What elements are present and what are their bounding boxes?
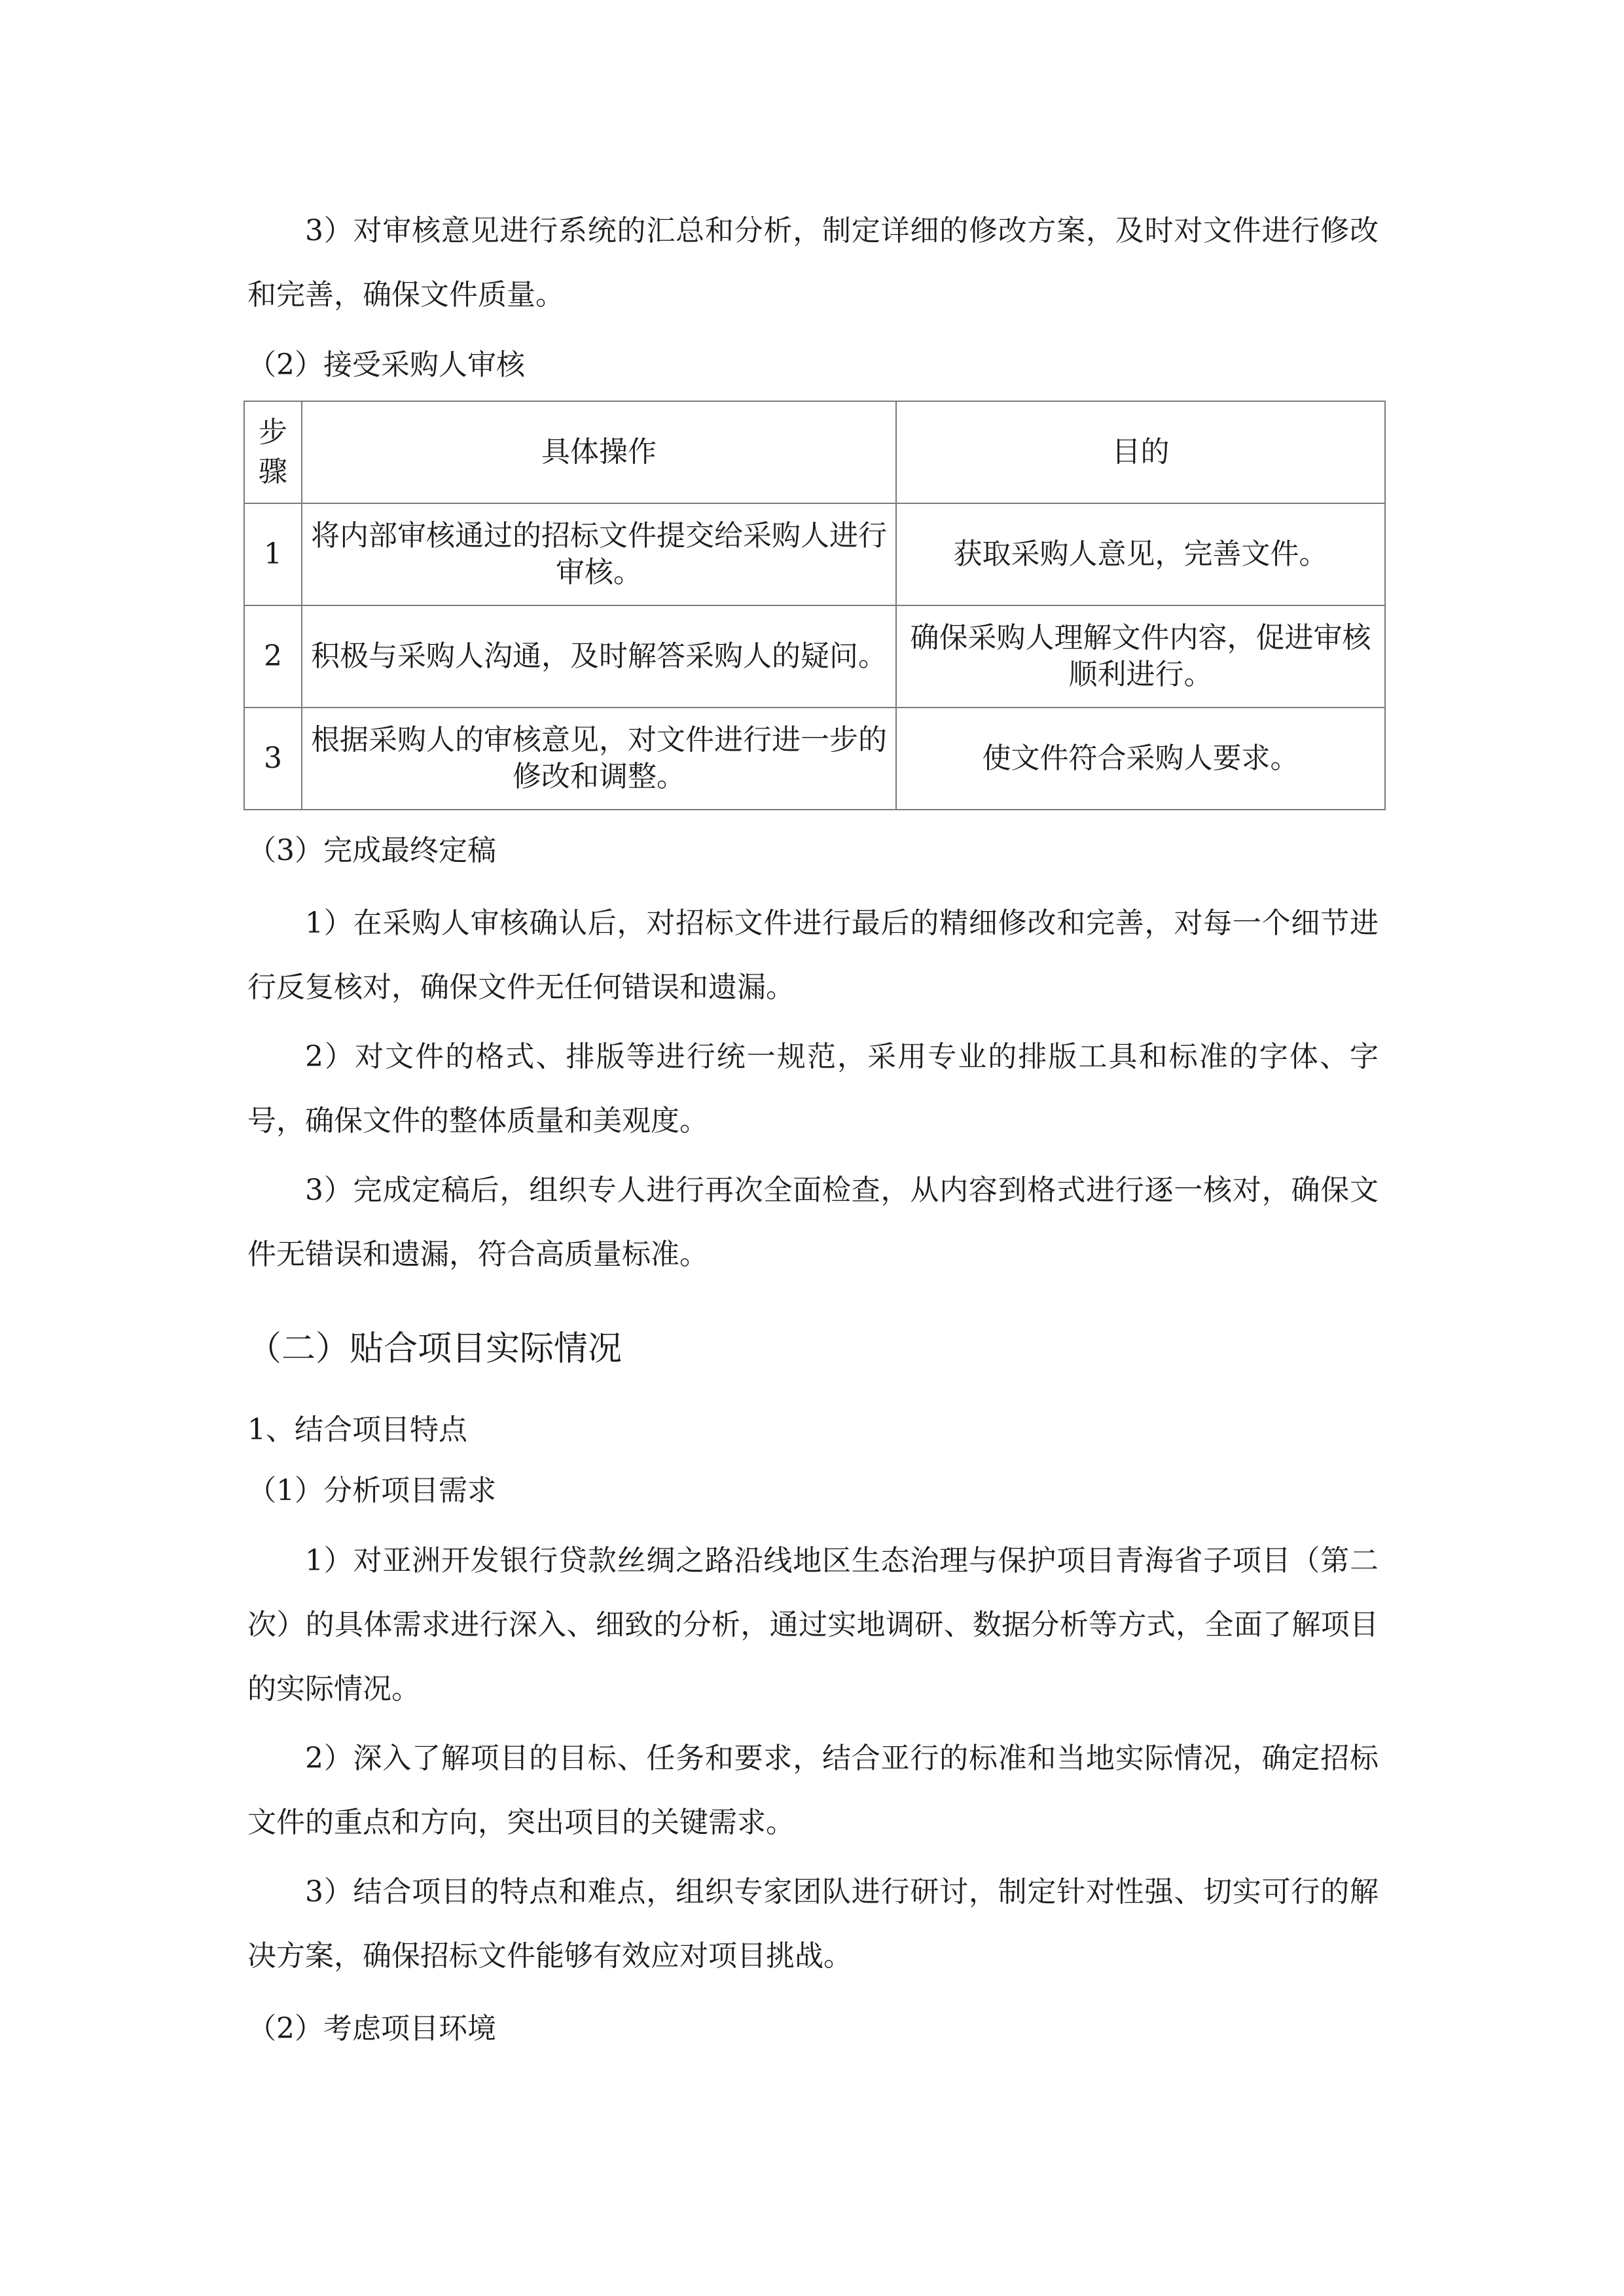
cell-operation: 积极与采购人沟通，及时解答采购人的疑问。 <box>302 605 896 708</box>
cell-operation: 根据采购人的审核意见，对文件进行进一步的修改和调整。 <box>302 708 896 810</box>
subsection-title-purchaser-review: （2）接受采购人审核 <box>247 348 525 382</box>
final-item-2: 2）对文件的格式、排版等进行统一规范，采用专业的排版工具和标准的字体、字号，确保文件的整体质量和美观度。 <box>247 1040 1379 1138</box>
cell-step: 1 <box>244 503 302 605</box>
cell-purpose: 确保采购人理解文件内容，促进审核顺利进行。 <box>896 605 1385 708</box>
table-row <box>244 605 1385 708</box>
analysis-item-1: 1）对亚洲开发银行贷款丝绸之路沿线地区生态治理与保护项目青海省子项目（第二次）的具体需求进行深入、细致的分析，通过实地调研、数据分析等方式，全面了解项目的实际情况。 <box>247 1544 1379 1706</box>
subsection-title-project-environment: （2）考虑项目环境 <box>247 2012 496 2045</box>
cell-purpose: 使文件符合采购人要求。 <box>896 708 1385 810</box>
final-item-3: 3）完成定稿后，组织专人进行再次全面检查，从内容到格式进行逐一核对，确保文件无错误和遗漏，符合高质量标准。 <box>247 1174 1379 1271</box>
header-operation: 具体操作 <box>302 401 896 503</box>
header-purpose: 目的 <box>896 401 1385 503</box>
section-heading-project-reality: （二）贴合项目实际情况 <box>247 1329 623 1369</box>
purchaser-review-table <box>244 401 1386 810</box>
header-step: 步骤 <box>244 401 302 503</box>
review-item-3: 3）对审核意见进行系统的汇总和分析，制定详细的修改方案，及时对文件进行修改和完善，确保文件质量。 <box>247 214 1379 312</box>
table-header-row <box>244 401 1385 503</box>
analysis-item-2: 2）深入了解项目的目标、任务和要求，结合亚行的标准和当地实际情况，确定招标文件的重点和方向，突出项目的关键需求。 <box>247 1742 1379 1839</box>
subsection-title-analyze-needs: （1）分析项目需求 <box>247 1474 496 1507</box>
cell-purpose: 获取采购人意见，完善文件。 <box>896 503 1385 605</box>
subsection-title-final-draft: （3）完成最终定稿 <box>247 834 496 867</box>
cell-step: 2 <box>244 605 302 708</box>
table-row <box>244 503 1385 605</box>
cell-step: 3 <box>244 708 302 810</box>
sub-heading-project-features: 1、结合项目特点 <box>247 1413 467 1446</box>
table-row <box>244 708 1385 810</box>
cell-operation: 将内部审核通过的招标文件提交给采购人进行审核。 <box>302 503 896 605</box>
final-item-1: 1）在采购人审核确认后，对招标文件进行最后的精细修改和完善，对每一个细节进行反复核对，确保文件无任何错误和遗漏。 <box>247 906 1379 1004</box>
analysis-item-3: 3）结合项目的特点和难点，组织专家团队进行研讨，制定针对性强、切实可行的解决方案，确保招标文件能够有效应对项目挑战。 <box>247 1875 1379 1973</box>
